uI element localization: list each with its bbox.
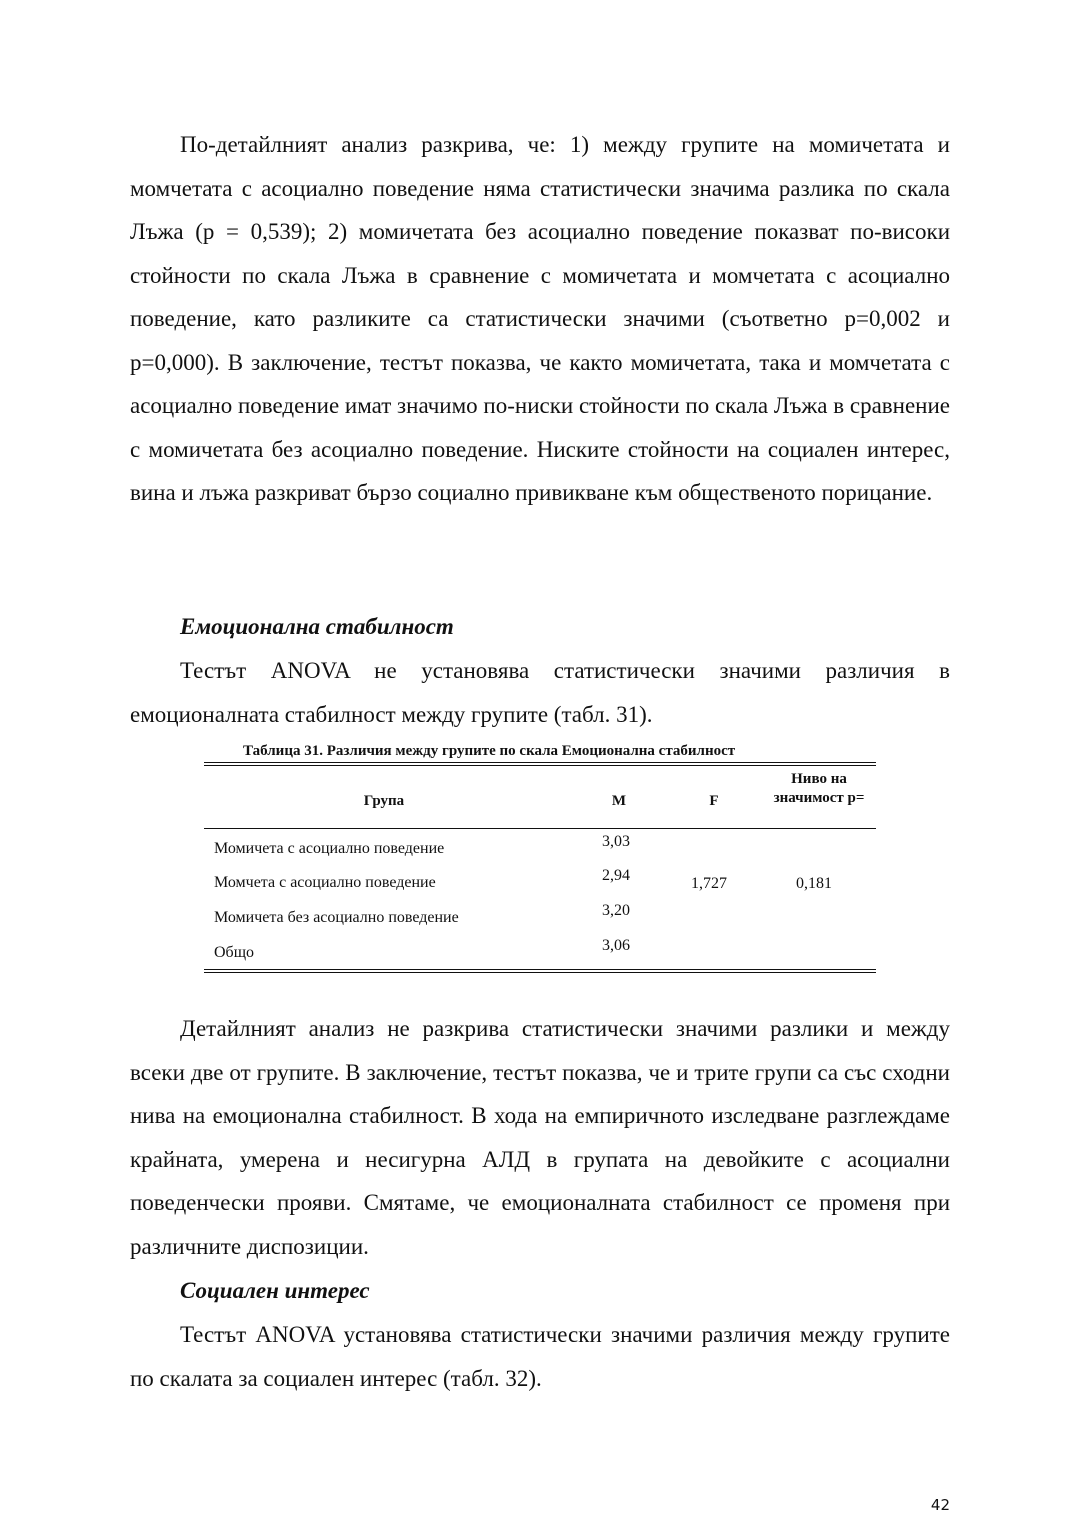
table-bottom-rule xyxy=(204,969,876,973)
f-value: 1,727 xyxy=(691,875,727,892)
heading-emotional-stability: Емоционална стабилност xyxy=(180,614,454,639)
row-2-group: Момчета с асоциално поведение xyxy=(214,874,436,891)
row-1-m: 3,03 xyxy=(602,833,630,850)
paragraph-detailed-analysis: Детайлният анализ не разкрива статистически значими разлики и между всеки две от групите. В заключение, тестът показва, че и трите групи са със сходни нива на емоционална стабилност. В хода на емпиричното изследване разглеждаме крайната, умерена и несигурна АЛД в групата на девойките с асоциални поведенчески прояви. Смятаме, че емоционалната стабилност се променя при различните диспозиции. xyxy=(130,1016,950,1259)
paragraph-lie-scale-analysis: По-детайлният анализ разкрива, че: 1) между групите на момичетата и момчетата с асоциално поведение няма статистически значима разлика по скала Лъжа (p = 0,539); 2) момичетата без асоциално поведение показват по-високи стойности по скала Лъжа в сравнение с момичетата и момчетата с асоциално поведение, като разликите са статистически значими (съответно p=0,002 и p=0,000). В заключение, тестът показва, че както момичетата, така и момчетата с асоциално поведение имат значимо по-ниски стойности по скала Лъжа в сравнение с момичетата без асоциално поведение. Ниските стойности на социален интерес, вина и лъжа разкриват бързо социално привикване към общественото порицание. xyxy=(130,132,950,505)
row-3-group: Момичета без асоциално поведение xyxy=(214,909,459,926)
table-header xyxy=(204,766,876,828)
header-m: M xyxy=(611,793,627,809)
table-31 xyxy=(204,762,876,973)
row-4-group: Общо xyxy=(214,944,255,961)
row-1-group: Момичета с асоциално поведение xyxy=(214,840,445,857)
header-group: Група xyxy=(363,793,405,809)
header-significance: Ниво на значимост p= xyxy=(773,771,865,806)
header-f: F xyxy=(709,793,719,809)
row-2-m: 2,94 xyxy=(602,867,630,884)
page-number: 42 xyxy=(930,1496,950,1514)
table-body xyxy=(204,829,876,969)
table-caption: Таблица 31. Различия между групите по скала Емоционална стабилност xyxy=(243,743,736,759)
paragraph-anova-social-interest: Тестът ANOVA установява статистически значими различия между групите по скалата за социален интерес (табл. 32). xyxy=(130,1322,950,1391)
heading-social-interest: Социален интерес xyxy=(180,1278,370,1303)
row-3-m: 3,20 xyxy=(602,902,630,919)
p-value: 0,181 xyxy=(796,875,832,892)
row-4-m: 3,06 xyxy=(602,937,630,954)
paragraph-anova-emotional-stability: Тестът ANOVA не установява статистически значими различия в емоционалната стабилност между групите (табл. 31). xyxy=(130,658,950,727)
